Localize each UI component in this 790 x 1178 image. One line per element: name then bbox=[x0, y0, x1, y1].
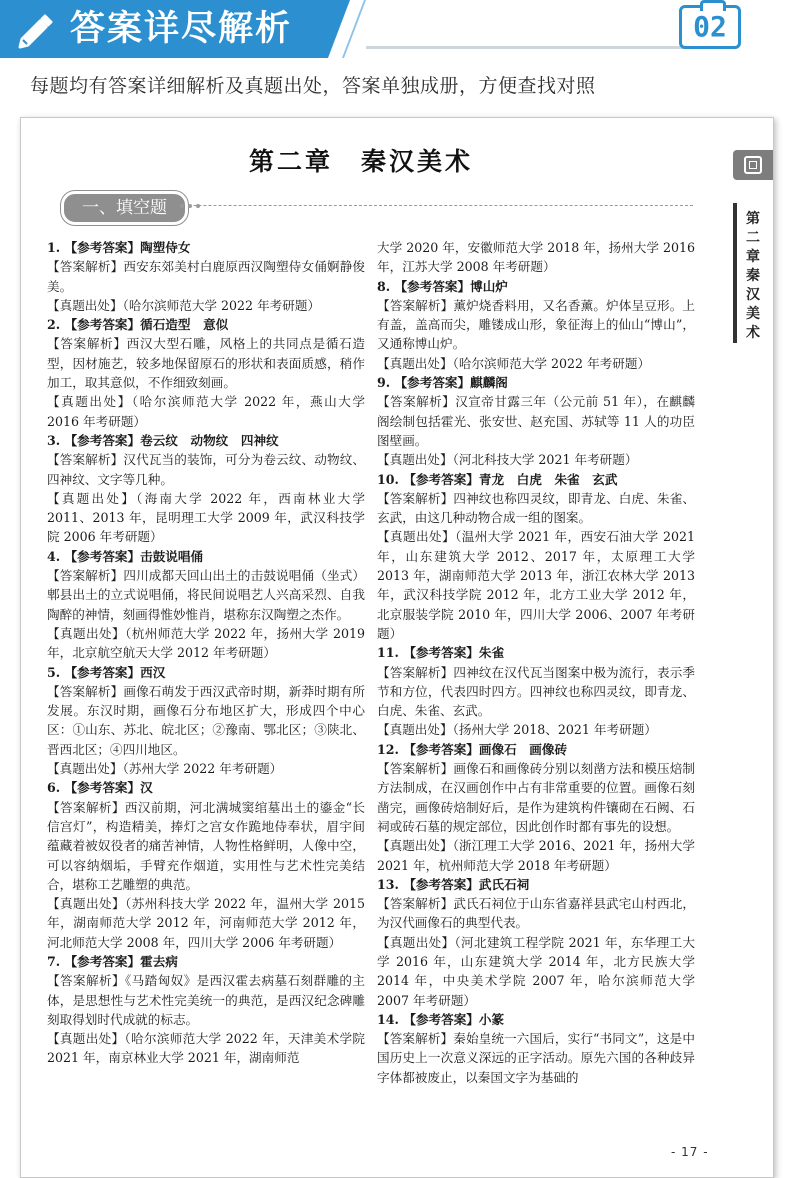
exam-source bbox=[47, 392, 365, 431]
section-dots-icon bbox=[179, 203, 201, 209]
exam-source bbox=[47, 894, 365, 952]
answer-explanation bbox=[47, 798, 365, 894]
question-number: 14. bbox=[377, 1011, 399, 1027]
answer-item bbox=[377, 875, 695, 894]
answer-item bbox=[47, 315, 365, 334]
answer-explanation bbox=[377, 392, 695, 450]
section-heading: 一、填空题 bbox=[61, 191, 188, 225]
badge-number: 02 bbox=[693, 10, 727, 43]
exam-source bbox=[377, 720, 695, 739]
answer-tag: 【参考答案】 bbox=[64, 240, 141, 255]
reference-answer: 青龙 白虎 朱雀 玄武 bbox=[478, 471, 618, 487]
answer-tag: 【参考答案】 bbox=[64, 953, 141, 969]
answer-tag: 【参考答案】 bbox=[403, 645, 479, 661]
header-banner bbox=[0, 0, 790, 58]
answer-explanation bbox=[47, 971, 365, 1029]
answer-item bbox=[377, 277, 695, 296]
question-number: 12. bbox=[377, 741, 399, 757]
answer-explanation bbox=[377, 489, 695, 528]
source-text: （苏州科技大学 2022 年，温州大学 2015 年，湖南师范大学 2012 年，河南师范大学 2012 年，河北师范大学 2008 年，四川大学 2006 年考研题） bbox=[47, 896, 366, 950]
exam-source bbox=[47, 624, 365, 663]
explanation-text: 《马踏匈奴》是西汉霍去病墓石刻群雕的主体，是思想性与艺术性完美统一的典范，是西汉纪念碑雕刻取得划时代成就的标志。 bbox=[47, 973, 366, 1027]
reference-answer: 霍去病 bbox=[140, 953, 178, 969]
question-number: 1. bbox=[47, 240, 61, 255]
explanation-text: 四川成都天回山出土的击鼓说唱俑（坐式）郫县出土的立式说唱俑，将民间说唱艺人兴高采烈、自我陶醉的神情，刻画得惟妙惟肖，堪称东汉陶塑之杰作。 bbox=[47, 568, 366, 622]
answer-item bbox=[377, 373, 695, 392]
banner-title: 答案详尽解析 bbox=[70, 9, 293, 49]
source-text: （哈尔滨师范大学 2022 年考研题） bbox=[122, 297, 321, 313]
reference-answer: 朱雀 bbox=[478, 645, 505, 661]
exam-source bbox=[47, 489, 365, 547]
answer-tag: 【参考答案】 bbox=[64, 664, 141, 680]
explanation-tag: 【答案解析】 bbox=[377, 664, 454, 680]
answer-tag: 【参考答案】 bbox=[64, 317, 141, 333]
answer-explanation bbox=[47, 450, 365, 489]
banner-divider bbox=[366, 46, 698, 49]
source-tag: 【真题出处】 bbox=[47, 394, 132, 410]
answer-item bbox=[47, 238, 365, 257]
section-number-badge bbox=[679, 5, 741, 49]
side-bar bbox=[733, 203, 737, 343]
explanation-text: 汉宣帝甘露三年（公元前 51 年），在麒麟阁绘制包括霍光、张安世、赵充国、苏轼等 11 人的功臣图壁画。 bbox=[377, 394, 696, 448]
exam-source bbox=[47, 759, 365, 778]
explanation-tag: 【答案解析】 bbox=[377, 297, 454, 313]
source-text: （浙江理工大学 2016、2021 年，扬州大学 2021 年，杭州师范大学 2018 年考研题） bbox=[377, 838, 696, 873]
reference-answer: 汉 bbox=[140, 780, 153, 796]
reference-answer: 博山炉 bbox=[470, 278, 508, 294]
source-tag: 【真题出处】 bbox=[377, 355, 453, 371]
exam-source bbox=[377, 933, 695, 1010]
answer-page bbox=[20, 117, 774, 1178]
exam-source bbox=[47, 1029, 365, 1068]
exam-source bbox=[47, 296, 365, 315]
explanation-text: 西安东郊美村白鹿原西汉陶塑侍女俑婀静俊美。 bbox=[47, 259, 366, 294]
reference-answer: 画像石 画像砖 bbox=[478, 741, 568, 757]
explanation-text: 画像石萌发于西汉武帝时期，新莽时期有所发展。东汉时期，画像石分布地区扩大，形成四个中心区：①山东、苏北、皖北区；②豫南、鄂北区；③陕北、晋西北区；④四川地区。 bbox=[47, 683, 366, 757]
left-column bbox=[47, 238, 365, 1068]
explanation-text: 薰炉烧香料用，又名香薰。炉体呈豆形。上有盖，盖高而尖，雕镂成山形，象征海上的仙山“博山”，又通称博山炉。 bbox=[377, 297, 696, 352]
answer-tag: 【参考答案】 bbox=[64, 432, 141, 448]
explanation-tag: 【答案解析】 bbox=[377, 761, 454, 777]
source-tag: 【真题出处】 bbox=[47, 490, 137, 506]
question-number: 10. bbox=[377, 471, 399, 487]
reference-answer: 西汉 bbox=[140, 664, 166, 680]
explanation-tag: 【答案解析】 bbox=[47, 336, 127, 352]
exam-source bbox=[377, 527, 695, 643]
source-tag: 【真题出处】 bbox=[377, 529, 455, 545]
answer-item bbox=[377, 740, 695, 759]
question-number: 5. bbox=[47, 664, 61, 680]
explanation-tag: 【答案解析】 bbox=[47, 452, 124, 468]
answer-explanation bbox=[377, 296, 695, 354]
source-tag: 【真题出处】 bbox=[47, 625, 125, 641]
source-tag: 【真题出处】 bbox=[377, 722, 453, 738]
explanation-tag: 【答案解析】 bbox=[47, 568, 124, 584]
header-subtitle: 每题均有答案详细解析及真题出处，答案单独成册，方便查找对照 bbox=[30, 75, 596, 97]
explanation-tag: 【答案解析】 bbox=[47, 799, 125, 815]
answer-tag: 【参考答案】 bbox=[403, 741, 479, 757]
reference-answer: 麒麟阁 bbox=[470, 375, 508, 391]
explanation-text: 西汉前期，河北满城窦绾墓出土的鎏金“长信宫灯”，构造精美，捧灯之宫女作跪地侍奉状，眉宇间蕴藏着被奴役者的痛苦神情，人物性格鲜明，人像中空，可以容纳烟垢，手臂充作烟道，实用性与艺术性完美结合，堪称工艺雕塑的典范。 bbox=[47, 799, 365, 892]
answer-explanation bbox=[47, 334, 365, 392]
explanation-text: 武氏石祠位于山东省嘉祥县武宅山村西北，为汉代画像石的典型代表。 bbox=[377, 896, 696, 931]
explanation-text: 汉代瓦当的装饰，可分为卷云纹、动物纹、四神纹、文字等几种。 bbox=[47, 452, 366, 487]
exam-source bbox=[377, 836, 695, 875]
answer-explanation bbox=[377, 894, 695, 933]
source-tag: 【真题出处】 bbox=[47, 761, 123, 777]
exam-source bbox=[377, 450, 695, 469]
question-number: 11. bbox=[377, 645, 399, 661]
source-text: （海南大学 2022 年，西南林业大学 2011、2013 年，昆明理工大学 2009 年，武汉科技学院 2006 年考研题） bbox=[47, 490, 366, 545]
source-text: （扬州大学 2018、2021 年考研题） bbox=[452, 722, 657, 738]
explanation-tag: 【答案解析】 bbox=[377, 1031, 454, 1047]
answer-tag: 【参考答案】 bbox=[403, 471, 479, 487]
page-number: - 17 - bbox=[671, 1145, 709, 1159]
answer-explanation bbox=[377, 1029, 695, 1087]
source-text: （河北科技大学 2021 年考研题） bbox=[452, 452, 638, 468]
question-number: 3. bbox=[47, 432, 61, 448]
reference-answer: 小篆 bbox=[478, 1011, 505, 1027]
answer-tag: 【参考答案】 bbox=[403, 1011, 479, 1027]
question-number: 4. bbox=[47, 548, 61, 564]
answer-tag: 【参考答案】 bbox=[394, 278, 471, 294]
explanation-text: 四神纹在汉代瓦当图案中极为流行，表示季节和方位，代表四时四方。四神纹也称四灵纹，即青龙、白虎、朱雀、玄武。 bbox=[377, 664, 696, 719]
explanation-tag: 【答案解析】 bbox=[47, 683, 124, 699]
source-text: （杭州师范大学 2022 年，扬州大学 2019 年，北京航空航天大学 2012 年考研题） bbox=[47, 625, 366, 661]
source-tag: 【真题出处】 bbox=[47, 297, 123, 313]
answer-tag: 【参考答案】 bbox=[64, 548, 141, 564]
source-text: （哈尔滨师范大学 2022 年，天津美术学院 2021 年，南京林业大学 2021 年，湖南师范 bbox=[47, 1031, 365, 1066]
source-text: （哈尔滨师范大学 2022 年考研题） bbox=[452, 355, 651, 371]
question-number: 9. bbox=[377, 375, 391, 391]
question-number: 6. bbox=[47, 780, 61, 796]
answer-tag: 【参考答案】 bbox=[403, 876, 479, 892]
answer-explanation bbox=[47, 682, 365, 759]
question-number: 2. bbox=[47, 317, 61, 333]
answer-item bbox=[47, 663, 365, 682]
answer-item bbox=[47, 952, 365, 971]
source-text: （温州大学 2021 年，西安石油大学 2021 年，山东建筑大学 2012、2017 年，太原理工大学 2013 年，湖南师范大学 2013 年，浙江农林大学 2013 年，武汉科技学院 2012 年，北方工业大学 2012 年，北京服装学院 2010 年，四川大学 2006、2007 年考研题） bbox=[377, 529, 696, 641]
answer-tag: 【参考答案】 bbox=[394, 375, 471, 391]
answer-item bbox=[47, 547, 365, 566]
answer-explanation bbox=[47, 566, 365, 624]
explanation-tag: 【答案解析】 bbox=[377, 394, 456, 410]
source-tag: 【真题出处】 bbox=[47, 896, 125, 912]
explanation-tag: 【答案解析】 bbox=[47, 259, 124, 275]
reference-answer: 击鼓说唱俑 bbox=[140, 548, 204, 564]
right-column bbox=[377, 238, 695, 1087]
answer-item bbox=[377, 643, 695, 662]
reference-answer: 武氏石祠 bbox=[478, 876, 530, 892]
chapter-title: 第二章 秦汉美术 bbox=[248, 147, 473, 176]
continued-text: 大学 2020 年，安徽师范大学 2018 年，扬州大学 2016 年，江苏大学 2008 年考研题） bbox=[377, 240, 695, 275]
explanation-tag: 【答案解析】 bbox=[47, 973, 125, 989]
explanation-text: 秦始皇统一六国后，实行“书同文”，这是中国历史上一次意义深远的正字活动。原先六国的各种歧异字体都被废止，以秦国文字为基础的 bbox=[377, 1031, 695, 1085]
reference-answer: 循石造型 意似 bbox=[140, 317, 229, 333]
source-text: （哈尔滨师范大学 2022 年，燕山大学 2016 年考研题） bbox=[47, 394, 365, 429]
book-icon bbox=[744, 156, 762, 174]
source-tag: 【真题出处】 bbox=[377, 452, 453, 468]
answer-explanation bbox=[377, 663, 695, 721]
reference-answer: 卷云纹 动物纹 四神纹 bbox=[140, 432, 279, 448]
exam-source bbox=[377, 354, 695, 373]
answer-explanation bbox=[47, 257, 365, 296]
source-tag: 【真题出处】 bbox=[377, 934, 455, 950]
source-tag: 【真题出处】 bbox=[377, 838, 453, 854]
question-number: 13. bbox=[377, 876, 399, 892]
question-number: 8. bbox=[377, 278, 391, 294]
explanation-text: 画像石和画像砖分别以刻凿方法和模压焙制方法制成，在汉画创作中占有非常重要的位置。画像石刻凿完，画像砖焙制好后，是作为建筑构件镶砌在石阙、石祠或砖石墓的规定部位，因此创作时都有事先的设想。 bbox=[377, 761, 696, 834]
reference-answer: 陶塑侍女 bbox=[140, 240, 191, 255]
explanation-text: 四神纹也称四灵纹，即青龙、白虎、朱雀、玄武，由这几种动物合成一组的图案。 bbox=[377, 490, 696, 526]
answer-item bbox=[47, 431, 365, 450]
answer-item bbox=[47, 778, 365, 797]
side-chapter-label: 第二章 秦汉美术 bbox=[746, 211, 760, 341]
answer-explanation bbox=[377, 759, 695, 836]
source-tag: 【真题出处】 bbox=[47, 1031, 125, 1047]
pencil-icon bbox=[14, 9, 54, 49]
explanation-text: 西汉大型石雕，风格上的共同点是循石造型，因材施艺，较多地保留原石的形状和表面质感，稍作加工，取其意似，不作细致刻画。 bbox=[47, 336, 366, 391]
answer-tag: 【参考答案】 bbox=[64, 780, 141, 796]
explanation-tag: 【答案解析】 bbox=[377, 490, 454, 506]
source-text: （河北建筑工程学院 2021 年，东华理工大学 2016 年，山东建筑大学 2014 年，北方民族大学 2014 年，中央美术学院 2007 年，哈尔滨师范大学 2007 年考研题） bbox=[377, 934, 695, 1008]
source-text: （苏州大学 2022 年考研题） bbox=[122, 761, 283, 777]
answer-item bbox=[377, 1010, 695, 1029]
question-number: 7. bbox=[47, 953, 61, 969]
answer-item bbox=[377, 470, 695, 489]
explanation-tag: 【答案解析】 bbox=[377, 896, 454, 912]
